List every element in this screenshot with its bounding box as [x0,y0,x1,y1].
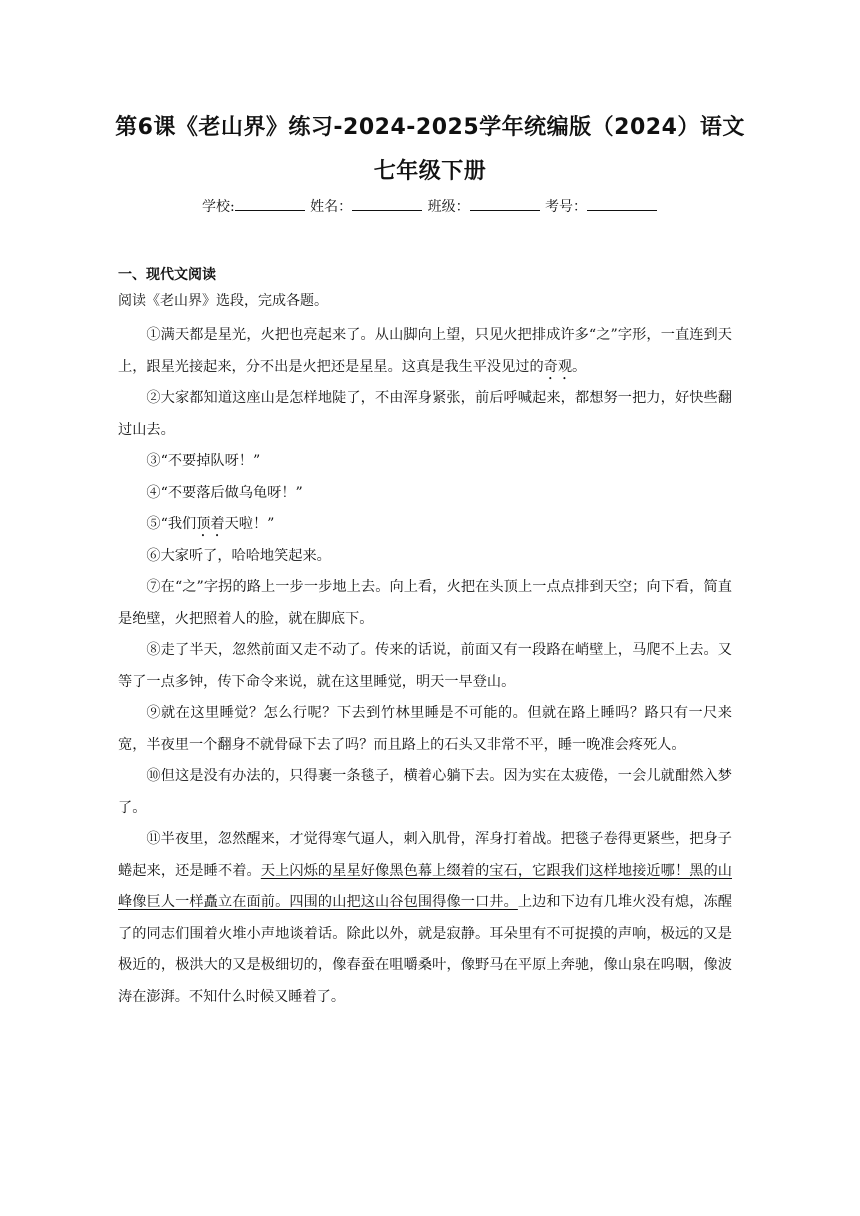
paragraph-7: ⑦在“之”字拐的路上一步一步地上去。向上看，火把在头顶上一点点排到天空；向下看，简直是绝壁，火把照着人的脸，就在脚底下。 [118,579,732,627]
emphasized-word: 顶着 [196,516,225,532]
page-title: 第6课《老山界》练习-2024-2025学年统编版（2024）语文七年级下册 [115,115,745,184]
paragraph-10: ⑩但这是没有办法的，只得裹一条毯子，横着心躺下去。因为实在太疲倦，一会儿就酣然入梦了。 [118,768,732,816]
emphasized-word: 奇观 [543,358,573,375]
paragraph-8: ⑧走了半天，忽然前面又走不动了。传来的话说，前面又有一段路在峭壁上，马爬不上去。又等了一点多钟，传下命令来说，就在这里睡觉，明天一早登山。 [118,642,732,690]
reading-passage [118,320,732,1013]
reading-instruction: 阅读《老山界》选段，完成各题。 [118,293,328,309]
name-blank[interactable] [352,196,422,211]
paragraph-9: ⑨就在这里睡觉？怎么行呢？下去到竹林里睡是不可能的。但就在路上睡吗？路只有一尺来宽，半夜里一个翻身不就骨碌下去了吗？而且路上的石头又非常不平，睡一晚准会疼死人。 [118,705,732,753]
exam-number-label: 考号： [545,199,588,215]
paragraph-1 [118,320,732,383]
class-blank[interactable] [470,196,540,211]
paragraph-4: ④“不要落后做乌龟呀！” [146,484,303,501]
paragraph-1-end: 。 [572,358,587,375]
paragraph-5 [118,509,732,541]
paragraph-5-end: 天啦！” [224,516,275,532]
school-blank[interactable] [235,196,305,211]
paragraph-3: ③“不要掉队呀！” [146,453,261,469]
student-info-line [0,196,860,218]
paragraph-11 [118,824,732,1013]
exam-number-blank[interactable] [587,196,657,211]
section-heading: 一、现代文阅读 [118,267,216,283]
name-label: 姓名： [310,199,353,215]
underlined-sentence: 天上闪烁的星星好像黑色幕上缀着的宝石，它跟我们这样地接近哪！黑的山峰像巨人一样矗立在面前。四围的山把这山谷包围得像一口井。 [118,862,732,910]
paragraph-11-start: ⑪半夜里，忽然醒来，才觉得寒气逼人，刺入肌骨，浑身打着战。把毯子卷得更紧些，把身子蜷起来，还是睡不着。 [118,831,732,879]
paragraph-6: ⑥大家听了，哈哈地笑起来。 [146,547,331,564]
paragraph-1-text: ①满天都是星光，火把也亮起来了。从山脚向上望，只见火把排成许多“之”字形，一直连到天上，跟星光接起来，分不出是火把还是星星。这真是我生平没见过的 [118,327,732,375]
class-label: 班级： [427,199,470,215]
paragraph-5-start: ⑤“我们 [146,516,197,532]
school-label: 学校: [201,199,235,215]
paragraph-2: ②大家都知道这座山是怎样地陡了，不由浑身紧张，前后呼喊起来，都想努一把力，好快些翻过山去。 [118,390,732,438]
paragraph-11-end: 上边和下边有几堆火没有熄，冻醒了的同志们围着火堆小声地谈着话。除此以外，就是寂静。耳朵里有不可捉摸的声响，极远的又是极近的，极洪大的又是极细切的，像春蚕在咀嚼桑叶，像野马在平原上奔驰，像山泉在呜咽，像波涛在澎湃。不知什么时候又睡着了。 [118,894,732,1005]
